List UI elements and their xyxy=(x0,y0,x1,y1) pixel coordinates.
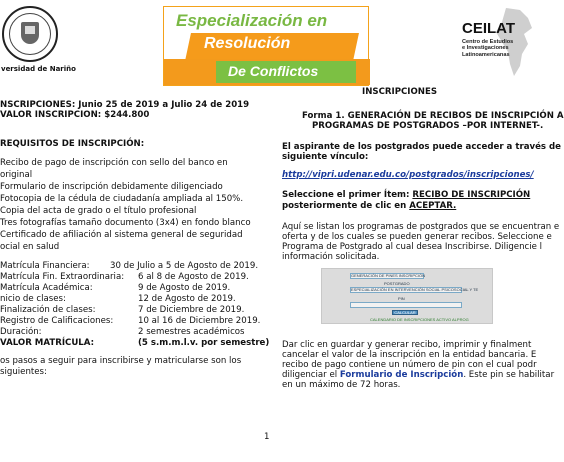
aceptar-text: ACEPTAR. xyxy=(409,201,457,211)
banner-line2: Resolución xyxy=(204,35,291,52)
dar-line4: diligenciar el Formulario de Inscripción. Este pin se habilitar xyxy=(282,370,555,380)
university-seal-logo xyxy=(2,6,58,62)
requisito-line: Fotocopia de la cédula de ciudadanía ampliada al 150%. xyxy=(0,194,244,204)
seleccione-line2: posteriormente de clic en ACEPTAR. xyxy=(282,201,457,211)
form-row xyxy=(350,302,462,308)
form-row: GENERACIÓN DE PINES INSCRIPCIÓN xyxy=(351,273,426,278)
inscripciones-title: INSCRIPCIONES xyxy=(362,87,438,97)
aqui-line: oferta y de los cuales se pueden generar recibos. Seleccione e xyxy=(282,232,552,242)
calcular-button: CALCULAR xyxy=(392,310,418,315)
seleccione-line1: Seleccione el primer Ítem: RECIBO DE INSCRIPCIÓN xyxy=(282,190,531,200)
requisito-line: original xyxy=(0,170,33,180)
schedule-label: Finalización de clases: xyxy=(0,305,96,315)
banner-line1: Especialización en xyxy=(176,11,328,30)
inscripciones-dates: NSCRIPCIONES: Junio 25 de 2019 a Julio 24 de 2019 xyxy=(0,100,250,110)
requisito-line: Certificado de afiliación al sistema general de seguridad xyxy=(0,230,243,240)
banner-line3: De Conflictos xyxy=(228,63,319,79)
schedule-label: nicio de clases: xyxy=(0,294,66,304)
requisitos-title: REQUISITOS DE INSCRIPCIÓN: xyxy=(0,139,145,149)
aspirante-line1: El aspirante de los postgrados puede acceder a través de xyxy=(282,142,562,152)
form-screenshot xyxy=(321,268,493,324)
schedule-value: 2 semestres académicos xyxy=(138,327,245,337)
dar-line: recibo de pago contiene un número de pin con el cual podr xyxy=(282,360,537,370)
schedule-value: 12 de Agosto de 2019. xyxy=(138,294,236,304)
aqui-line: información solicitada. xyxy=(282,252,380,262)
schedule-label: Registro de Calificaciones: xyxy=(0,316,114,326)
schedule-value: 10 al 16 de Diciembre 2019. xyxy=(138,316,261,326)
inscripciones-link[interactable]: http://vipri.udenar.edu.co/postgrados/inscripciones/ xyxy=(282,170,534,180)
pasos-line: os pasos a seguir para inscribirse y matricularse son los xyxy=(0,356,242,366)
aspirante-line2: siguiente vínculo: xyxy=(282,152,369,162)
forma-title-line1: Forma 1. GENERACIÓN DE RECIBOS DE INSCRIPCIÓN A xyxy=(302,111,564,121)
university-logo-caption: versidad de Nariño xyxy=(1,65,76,73)
requisito-line: Formulario de inscripción debidamente diligenciado xyxy=(0,182,223,192)
requisito-line: Tres fotografías tamaño documento (3x4) en fondo blanco xyxy=(0,218,251,228)
schedule-label: Matrícula Académica: xyxy=(0,283,93,293)
schedule-label: Matrícula Fin. Extraordinaria: xyxy=(0,272,125,282)
aqui-line: Aquí se listan los programas de postgrados que se encuentran e xyxy=(282,222,560,232)
schedule-value: 6 al 8 de Agosto de 2019. xyxy=(138,272,249,282)
schedule-label: Matrícula Financiera: xyxy=(0,261,90,271)
form-label: POSTGRADO xyxy=(384,281,410,286)
schedule-value: 30 de Julio a 5 de Agosto de 2019. xyxy=(110,261,259,271)
schedule-label: Duración: xyxy=(0,327,42,337)
form-row: ESPECIALIZACIÓN EN INTERVENCIÓN SOCIAL PSICOSOCIAL Y TE xyxy=(351,287,479,292)
ceilat-name: CEILAT xyxy=(462,20,516,37)
page-number: 1 xyxy=(264,432,270,442)
dar-line5: en un máximo de 72 horas. xyxy=(282,380,401,390)
dar-line: cancelar el valor de la inscripción en la entidad bancaria. E xyxy=(282,350,537,360)
valor-inscripcion: VALOR INSCRIPCION: $244.800 xyxy=(0,110,150,120)
pasos-line: siguientes: xyxy=(0,367,47,377)
requisito-line: ocial en salud xyxy=(0,242,60,252)
dar-line: Dar clic en guardar y generar recibo, imprimir y finalment xyxy=(282,340,532,350)
forma-title-line2: PROGRAMAS DE POSTGRADOS –POR INTERNET-. xyxy=(312,121,544,131)
form-label: PIN xyxy=(398,296,405,301)
valor-matricula-value: (5 s.m.m.l.v. por semestre) xyxy=(138,338,270,348)
requisito-line: Recibo de pago de inscripción con sello del banco en xyxy=(0,158,228,168)
requisito-line: Copia del acta de grado o el título profesional xyxy=(0,206,197,216)
ceilat-subtitle: Centro de Estudios e Investigaciones Latinoamericanas xyxy=(462,39,514,58)
formulario-inscripcion-text: Formulario de Inscripción xyxy=(339,370,464,380)
form-footer-link: CALENDARIO DE INSCRIPCIONES ACTIVO ALPROG xyxy=(370,317,469,322)
program-banner xyxy=(163,6,369,86)
schedule-value: 7 de Diciembre de 2019. xyxy=(138,305,245,315)
schedule-value: 9 de Agosto de 2019. xyxy=(138,283,231,293)
aqui-line: Programa de Postgrado al cual desea Inscribirse. Diligencie l xyxy=(282,242,543,252)
valor-matricula-label: VALOR MATRÍCULA: xyxy=(0,338,95,348)
recibo-inscripcion-text: RECIBO DE INSCRIPCIÓN xyxy=(412,190,531,200)
